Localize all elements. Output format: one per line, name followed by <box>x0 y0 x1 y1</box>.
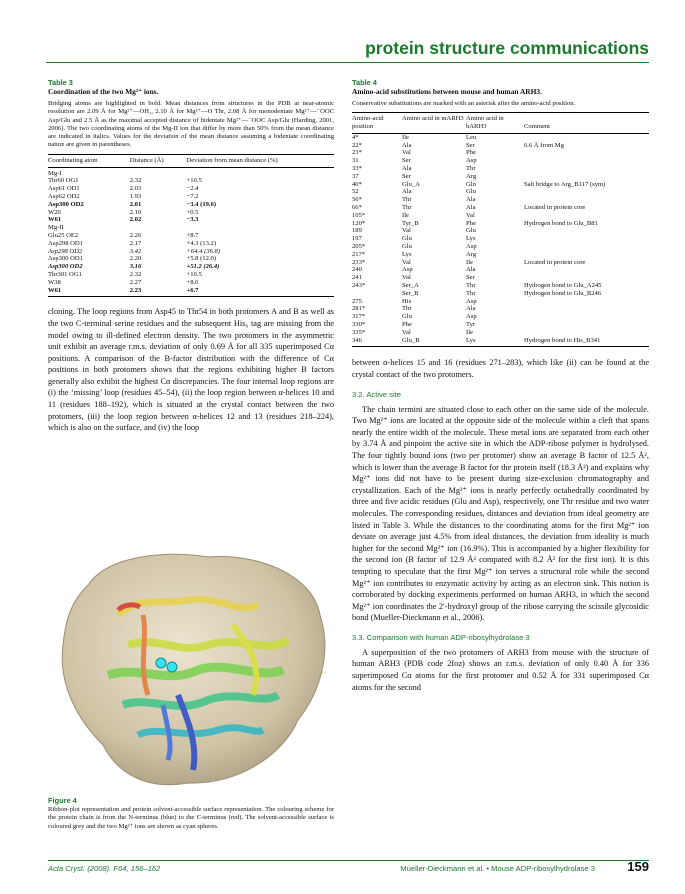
table3-cell: 2.32 <box>129 270 142 278</box>
table4-cell <box>524 212 649 220</box>
table4-cell: Arg <box>466 172 477 180</box>
table4-cell: Thr <box>466 289 476 297</box>
table4-cell: 31 <box>352 157 359 165</box>
table4-cell: Salt bridge to Arg_B117 (sym) <box>524 180 606 188</box>
table3-cell: 2.20 <box>129 255 142 263</box>
table3-cell: −7.2 <box>186 192 199 200</box>
table4-cell: Glu_B <box>402 337 466 347</box>
table3-cell: 2.10 <box>129 208 142 216</box>
table4-cell: Thr <box>466 282 476 290</box>
table-row <box>352 266 649 274</box>
table3-cell: −3.4 (19.6) <box>186 200 217 208</box>
table4-cell: 335* <box>352 328 366 336</box>
table3-cell: 2.02 <box>129 216 142 224</box>
table3-cell: 2.32 <box>129 177 142 185</box>
table-row <box>352 235 649 243</box>
table3-header: Deviation from mean distance (%) <box>186 154 334 167</box>
table4-cell: Val <box>402 274 411 282</box>
table3-cell: Asp298 OD2 <box>48 247 83 255</box>
table-row <box>48 271 334 279</box>
table4-cell <box>352 290 402 298</box>
table4-cell: Ala <box>402 141 412 149</box>
table4-cell <box>524 157 649 165</box>
table4-cell <box>524 188 649 196</box>
table4-cell: 330* <box>352 321 366 329</box>
table4-cell: Val <box>402 227 411 235</box>
table-row <box>352 305 649 313</box>
table4-cell: Ile <box>402 133 409 141</box>
page-number: 159 <box>627 859 649 874</box>
table3-cell: Asp61 OD1 <box>48 185 80 193</box>
table-row <box>48 255 334 263</box>
table4-cell <box>524 305 649 313</box>
table3-cell: 2.17 <box>129 239 142 247</box>
right-body-text-1: between α-helices 15 and 16 (residues 271–283), which like (ii) can be found at the crystal contact of the two protomers. <box>352 358 649 379</box>
table-row <box>352 212 649 220</box>
table4-cell: 243* <box>352 282 366 290</box>
table4-cell: Ala <box>466 305 476 313</box>
footer-authors: Mueller-Dieckmann et al. • Mouse ADP-ribosylhydrolase 3 <box>400 864 595 873</box>
table4-cell: Phe <box>466 219 476 227</box>
table4-cell: Ile <box>466 258 473 266</box>
table4-cell: Asp <box>466 297 477 305</box>
footer-citation: Acta Cryst. (2008). F64, 156–162 <box>48 864 161 873</box>
table3-cell: −2.4 <box>186 185 199 193</box>
table4-cell: Glu <box>466 227 476 235</box>
right-body-text-3: A superposition of the two protomers of ARH3 from mouse with the structure of human ARH3 (PDB code 2foz) shows an r.m.s. deviation of only 0.40 Å for 336 superimposed Cα atoms for the first protomer and 0.52 Å for 331 superimposed Cα atoms for the second <box>352 647 649 692</box>
table3-cell: +51.2 (26.4) <box>186 263 220 271</box>
table4-cell <box>524 133 649 141</box>
table4-cell: Glu <box>466 188 476 196</box>
table4-cell: 189 <box>352 227 362 235</box>
table4-caption: Conservative substitutions are marked with an asterisk after the amino-acid position. <box>352 100 576 107</box>
right-body-text-2: The chain termini are situated close to each other on the same side of the molecule. Two Mg²⁺ ions are located at the opposite side of the molecule within a cleft that spans nearly the entire width of the molecule. These metal ions are separated from each other by 3.74 Å and pinpoint the active site in which the ADP-ribose polymer is hydrolysed. The four tightly bound ions (two per protomer) show an average B factor of 12.5 Å², which is lower than the average B factor for the protein itself (18.3 Å²) and explains why Mg²⁺ ions did not have to be present during size-exclusion chromatography and crystallization. Each of the Mg²⁺ ions is nearly perfectly octahedrally coordinated by three and five acidic residues (Glu and Asp), respectively, one Thr residue and two water molecules. The corresponding residues, distances and deviation from ideal geometry are listed in Table 3. While the distances to the coordinating atoms for the first Mg²⁺ ion deviate on average just 4.5% from ideal distances, the deviation from ideality is much higher for the second Mg²⁺ ion (16.9%). This is accompanied by a higher flexibility for the second ion (B factor of 12.9 Å² compared with 8.2 Å² for the first ion). It is this tempting to speculate that the first Mg²⁺ ion serves a structural role while the second Mg²⁺ ion contributes to enzymatic activity by acting as an electron sink. This notion is corroborated by docking experiments performed on human ARH3, in which the second Mg²⁺ ion coordinates the 2′-hydroxyl group of the ribose carrying the scissile glycosidic bond (Mueller-Dieckmann et al., 2006). <box>352 404 649 623</box>
table4-cell: Gln <box>466 180 476 188</box>
table3-group-label: Mg-I <box>48 169 62 177</box>
right-column <box>352 78 649 693</box>
table4-cell: 233* <box>352 258 366 266</box>
table3-group-label: Mg-II <box>48 224 64 232</box>
table-row <box>352 227 649 235</box>
table4-cell: Ser_B <box>402 289 419 297</box>
table-row <box>352 313 649 321</box>
table4-cell: Ala <box>402 165 412 173</box>
table-row <box>48 263 334 271</box>
table-row <box>352 329 649 337</box>
table3 <box>48 154 334 298</box>
table3-cell: +10.5 <box>186 177 202 185</box>
table-row <box>48 193 334 201</box>
table-row <box>48 248 334 256</box>
table4-cell: Val <box>466 211 475 219</box>
table4-cell: 23* <box>352 149 362 157</box>
table4-cell: Ala <box>466 266 476 274</box>
table4-cell: Val <box>402 149 411 157</box>
table4-cell: 52 <box>352 188 359 196</box>
table4-cell: Glu <box>402 313 412 321</box>
table4-cell: 56* <box>352 196 362 204</box>
table3-cell: Asp298 OD1 <box>48 239 83 247</box>
table-row <box>352 188 649 196</box>
table-row <box>352 133 649 141</box>
table4-cell <box>524 243 649 251</box>
table3-cell: Asp300 OD1 <box>48 255 83 263</box>
table4-cell: Glu <box>402 235 412 243</box>
mg-ion-2 <box>167 662 177 672</box>
table3-cell: +8.6 <box>186 278 199 286</box>
table-row <box>48 185 334 193</box>
table3-cell: +10.5 <box>186 270 202 278</box>
table3-label: Table 3 <box>48 78 73 87</box>
table4-cell: 281* <box>352 305 366 313</box>
table3-cell: +0.5 <box>186 208 199 216</box>
table3-cell: Asp62 OD2 <box>48 192 80 200</box>
table-row <box>352 243 649 251</box>
table-row <box>352 298 649 306</box>
figure4-caption: Ribbon-plot representation and protein solvent-accessible surface representation. The colouring scheme for the protein chain is from the N-terminus (blue) to the C-terminus (red). The solvent-accessible surface is coloured grey and the two Mg²⁺ ions are shown as cyan spheres. <box>48 806 334 830</box>
table4-cell <box>524 313 649 321</box>
table3-cell: Thr60 OG1 <box>48 177 79 185</box>
table4-cell: Lys <box>466 235 476 243</box>
table3-cell: Asp300 OD2 <box>48 200 84 208</box>
table3-cell: +6.7 <box>186 287 334 297</box>
table4-cell <box>524 321 649 329</box>
table-row <box>352 149 649 157</box>
table3-cell: 3.16 <box>129 263 142 271</box>
table4-cell: 33* <box>352 165 362 173</box>
table4-cell: 317* <box>352 313 366 321</box>
table4-cell: 346 <box>352 337 402 347</box>
table4-cell <box>524 227 649 235</box>
table-row <box>48 240 334 248</box>
table3-title: Coordination of the two Mg²⁺ ions. <box>48 87 159 96</box>
table3-caption: Bridging atoms are highlighted in bold. Mean distances from structures in the PDB at near-atomic resolution are 2.09 Å for Mg²⁺—OH₂, 2.10 Å for Mg²⁺—O Thr, 2.08 Å for monodentate Mg²⁺—⁻OOC Asp/Glu and 2.5 Å as the maximal accepted distance of bidentate Mg²⁺—⁻OOC Asp/Glu (Harding, 2001, 2006). The two coordinating atoms of the Mg-II ion that differ by more than 50% from the mean distance are indicated in italics. Values for the deviation of the mean distance assuming a bidentate coordinating nature are given in parentheses. <box>48 100 334 149</box>
table4-cell: His <box>402 297 412 305</box>
table-row <box>352 173 649 181</box>
table4-cell: Ile <box>402 211 409 219</box>
table4-cell <box>524 235 649 243</box>
table-row <box>352 142 649 150</box>
table-row <box>48 279 334 287</box>
table4-cell: 197 <box>352 235 362 243</box>
table4-cell: Lys <box>402 250 412 258</box>
table4-cell <box>524 266 649 274</box>
table-row <box>352 196 649 204</box>
figure4-label: Figure 4 <box>48 796 77 805</box>
table4-header: Amino-acid position <box>352 113 402 134</box>
table4-cell <box>524 329 649 337</box>
table4-cell: Phe <box>466 149 476 157</box>
table4-cell: 4* <box>352 133 359 141</box>
table4-cell: Located in protein core <box>524 204 586 212</box>
figure4-caption-block <box>48 796 334 831</box>
table4-cell <box>524 149 649 157</box>
table4-cell: Ser <box>466 274 475 282</box>
table4 <box>352 112 649 347</box>
table3-cell: 2.27 <box>129 278 142 286</box>
table4-cell: Asp <box>466 243 477 251</box>
table4-cell: 22* <box>352 141 362 149</box>
footer-rule <box>48 860 649 861</box>
table4-cell: Arg <box>466 250 477 258</box>
table3-cell: 1.93 <box>129 192 142 200</box>
protein-structure-figure <box>48 545 338 795</box>
table-row <box>352 251 649 259</box>
table4-header: Comment <box>524 113 649 134</box>
table4-cell: Ser <box>466 141 475 149</box>
table4-cell: 120* <box>352 219 366 227</box>
table4-cell: Hydrogen bond to Glu_B246 <box>524 289 602 297</box>
table4-cell: Ser <box>402 157 411 165</box>
table4-cell: Tyr <box>466 321 476 329</box>
table4-cell: Thr <box>466 165 476 173</box>
table4-cell: Lys <box>466 337 524 347</box>
table3-cell: Thr301 OG1 <box>48 270 82 278</box>
table3-cell: +4.3 (13.2) <box>186 239 217 247</box>
table4-cell: Ala <box>466 196 476 204</box>
table-row <box>48 216 334 224</box>
table3-cell: 2.01 <box>129 200 142 208</box>
table-row <box>352 290 649 298</box>
table3-header: Distance (Å) <box>130 154 187 167</box>
table3-cell: −3.3 <box>186 216 199 224</box>
table4-cell: Ser <box>402 172 411 180</box>
table3-cell: 2.26 <box>129 231 142 239</box>
table4-cell: 105* <box>352 211 366 219</box>
table3-cell: Asp300 OD2 <box>48 263 83 271</box>
table4-cell: Glu <box>402 243 412 251</box>
table-row <box>48 201 334 209</box>
left-body-text: cloning. The loop regions from Asp45 to Thr54 in both protomers A and B as well as the two C-terminal serine residues and the subsequent His₆ tag are missing from the model owing to ill-defined electron density. The two protomers in the asymmetric unit exhibit an average r.m.s. deviation of only 0.69 Å for all 335 superimposed Cα positions. A comparison of the B-factor distribution with the difference of Cα positions in both protomers shows that the regions exhibiting higher B factors generally also exhibit the highest Cα discrepancies. The four internal loop regions are (i) the ‘missing’ loop (residues 45–54), (ii) the loop region between α-helices 10 and 11 (residues 188–192), which is situated at the crystal contact between the two protomers, (iii) the loop region between α-helices 12 and 13 (residues 218–224), which is also on the surface, and (iv) the loop <box>48 307 334 433</box>
table4-cell: 40* <box>352 180 362 188</box>
table4-cell: Thr <box>402 305 412 313</box>
table4-cell: 205* <box>352 243 366 251</box>
table4-cell: Hydrogen bond to His_B341 <box>524 337 649 347</box>
table4-cell: 241 <box>352 274 362 282</box>
table3-cell: W61 <box>48 287 130 297</box>
table4-cell: Asp <box>402 266 413 274</box>
table-row <box>352 181 649 189</box>
table4-cell: Ser_A <box>402 282 419 290</box>
table3-cell: +8.7 <box>186 231 199 239</box>
table-row <box>352 220 649 228</box>
table-row <box>352 165 649 173</box>
table3-cell: 2.03 <box>129 185 142 193</box>
table4-cell: Thr <box>402 204 412 212</box>
table4-cell: Phe <box>402 321 412 329</box>
table4-cell: Tyr_B <box>402 219 419 227</box>
table-row <box>352 337 649 347</box>
table4-cell: Ile <box>466 328 473 336</box>
table3-cell: 3.42 <box>129 247 142 255</box>
table-row <box>352 321 649 329</box>
table4-cell <box>524 196 649 204</box>
table4-cell: Ala <box>402 188 412 196</box>
table-row <box>48 232 334 240</box>
journal-section-header: protein structure communications <box>365 38 649 58</box>
mg-ion-1 <box>156 658 166 668</box>
table3-header: Coordinating atom <box>48 154 130 167</box>
table3-cell: 2.23 <box>130 287 187 297</box>
header-rule <box>46 62 649 63</box>
table4-cell <box>524 251 649 259</box>
table4-cell: Leu <box>466 133 477 141</box>
table4-cell <box>524 173 649 181</box>
table4-cell: Asp <box>466 313 477 321</box>
table4-cell: 275 <box>352 297 362 305</box>
table4-header: Amino acid in hARH3 <box>466 113 524 134</box>
table3-cell: W38 <box>48 278 61 286</box>
table4-cell: 37 <box>352 172 359 180</box>
section-heading-3-3: 3.3. Comparison with human ADP-ribosylhydrolase 3 <box>352 632 530 642</box>
table4-cell: Hydrogen bond to Glu_A245 <box>524 282 602 290</box>
table-row <box>48 287 334 297</box>
table4-cell <box>524 298 649 306</box>
table-row <box>48 177 334 185</box>
table4-title: Amino-acid substitutions between mouse and human ARH3. <box>352 87 542 96</box>
table4-cell: 240 <box>352 266 362 274</box>
table4-cell: 217* <box>352 250 366 258</box>
table3-cell: +64.4 (36.8) <box>186 247 221 255</box>
table4-cell: Val <box>402 328 411 336</box>
table4-cell: Hydrogen bond to Glu_B81 <box>524 219 598 227</box>
table-row <box>352 259 649 267</box>
table3-cell: W20 <box>48 208 61 216</box>
section-heading-3-2: 3.2. Active site <box>352 389 401 399</box>
table4-cell <box>524 274 649 282</box>
table4-cell: Thr <box>402 196 412 204</box>
table4-cell: Asp <box>466 157 477 165</box>
table-row <box>352 282 649 290</box>
table4-cell: Glu_A <box>402 180 420 188</box>
table-row <box>352 274 649 282</box>
table4-cell: 66* <box>352 204 362 212</box>
table-row <box>352 204 649 212</box>
table4-cell: Val <box>402 258 411 266</box>
table4-cell: Ala <box>466 204 476 212</box>
table3-cell: Glu25 OE2 <box>48 231 79 239</box>
table4-header: Amino acid in mARH3 <box>402 113 466 134</box>
table3-cell: W61 <box>48 216 62 224</box>
table3-cell: +5.8 (12.0) <box>186 255 217 263</box>
table-row <box>352 157 649 165</box>
table4-cell: Located in protein core <box>524 258 586 266</box>
table4-label: Table 4 <box>352 78 377 87</box>
table4-cell: 6.6 Å from Mg <box>524 141 564 149</box>
table-row <box>48 209 334 217</box>
left-column <box>48 78 334 434</box>
table4-cell <box>524 165 649 173</box>
